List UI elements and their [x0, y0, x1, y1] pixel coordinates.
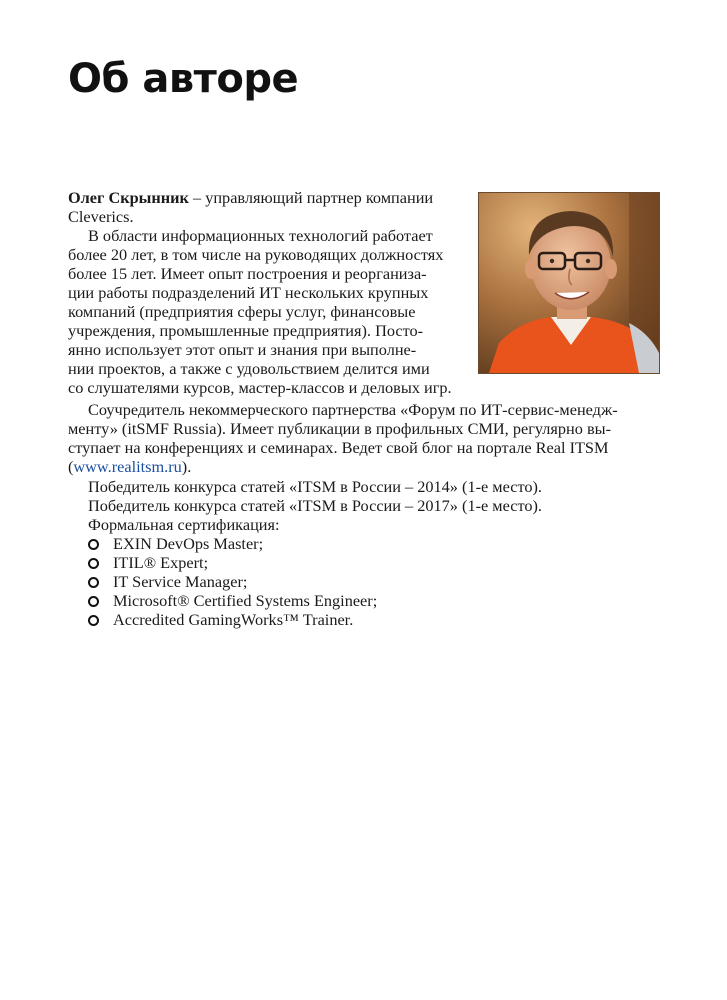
bio-p2-line: ступает на конференциях и семинарах. Ведет свой блог на портале Real ITSM [68, 438, 609, 457]
bio-p1-line: нии проектов, а также с удовольствием делится ими [68, 359, 430, 378]
author-name: Олег Скрынник [68, 188, 189, 207]
bio-p2-line: менту» (itSMF Russia). Имеет публикации в профильных СМИ, регулярно вы- [68, 419, 612, 438]
cert-list-item [68, 572, 247, 591]
intro-text: – управляющий партнер компании [188, 188, 434, 207]
bio-p1-line: учреждения, промышленные предприятия). Посто- [68, 321, 424, 340]
cert-label: IT Service Manager; [113, 572, 248, 591]
cert-label: EXIN DevOps Master; [113, 534, 264, 553]
award-2014: Победитель конкурса статей «ITSM в России – 2014» (1-е место). [88, 477, 542, 496]
circle-bullet-icon [88, 615, 99, 626]
page-title: Об авторе [68, 56, 299, 102]
blog-link[interactable]: www.realitsm.ru [73, 457, 182, 476]
author-photo [478, 192, 660, 374]
bio-p1-line: компаний (предприятия сферы услуг, финансовые [68, 302, 416, 321]
cert-label: Accredited GamingWorks™ Trainer. [113, 610, 354, 629]
circle-bullet-icon [88, 558, 99, 569]
paren-open: ( [68, 457, 74, 476]
circle-bullet-icon [88, 577, 99, 588]
paren-close: ). [181, 457, 192, 476]
blog-line [68, 457, 191, 476]
cert-label: ITIL® Expert; [113, 553, 209, 572]
bio-intro-line-2: Cleverics. [68, 207, 134, 226]
bio-p1-line: ции работы подразделений ИТ нескольких крупных [68, 283, 429, 302]
cert-list-item [68, 610, 353, 629]
cert-list-item [68, 534, 263, 553]
cert-heading: Формальная сертификация: [88, 515, 280, 534]
bio-p1-line: более 20 лет, в том числе на руководящих должностях [68, 245, 444, 264]
cert-list-item [68, 553, 208, 572]
circle-bullet-icon [88, 596, 99, 607]
bio-p2-line: Соучредитель некоммерческого партнерства «Форум по ИТ-сервис-менедж- [88, 400, 618, 419]
circle-bullet-icon [88, 539, 99, 550]
cert-label: Microsoft® Certified Systems Engineer; [113, 591, 378, 610]
bio-p1-line: со слушателями курсов, мастер-классов и деловых игр. [68, 378, 452, 397]
bio-p1-line: янно использует этот опыт и знания при выполне- [68, 340, 417, 359]
cert-list-item [68, 591, 377, 610]
bio-p1-line: более 15 лет. Имеет опыт построения и реорганиза- [68, 264, 427, 283]
bio-p1-line: В области информационных технологий работает [88, 226, 433, 245]
bio-intro-line [68, 188, 433, 207]
award-2017: Победитель конкурса статей «ITSM в России – 2017» (1-е место). [88, 496, 542, 515]
